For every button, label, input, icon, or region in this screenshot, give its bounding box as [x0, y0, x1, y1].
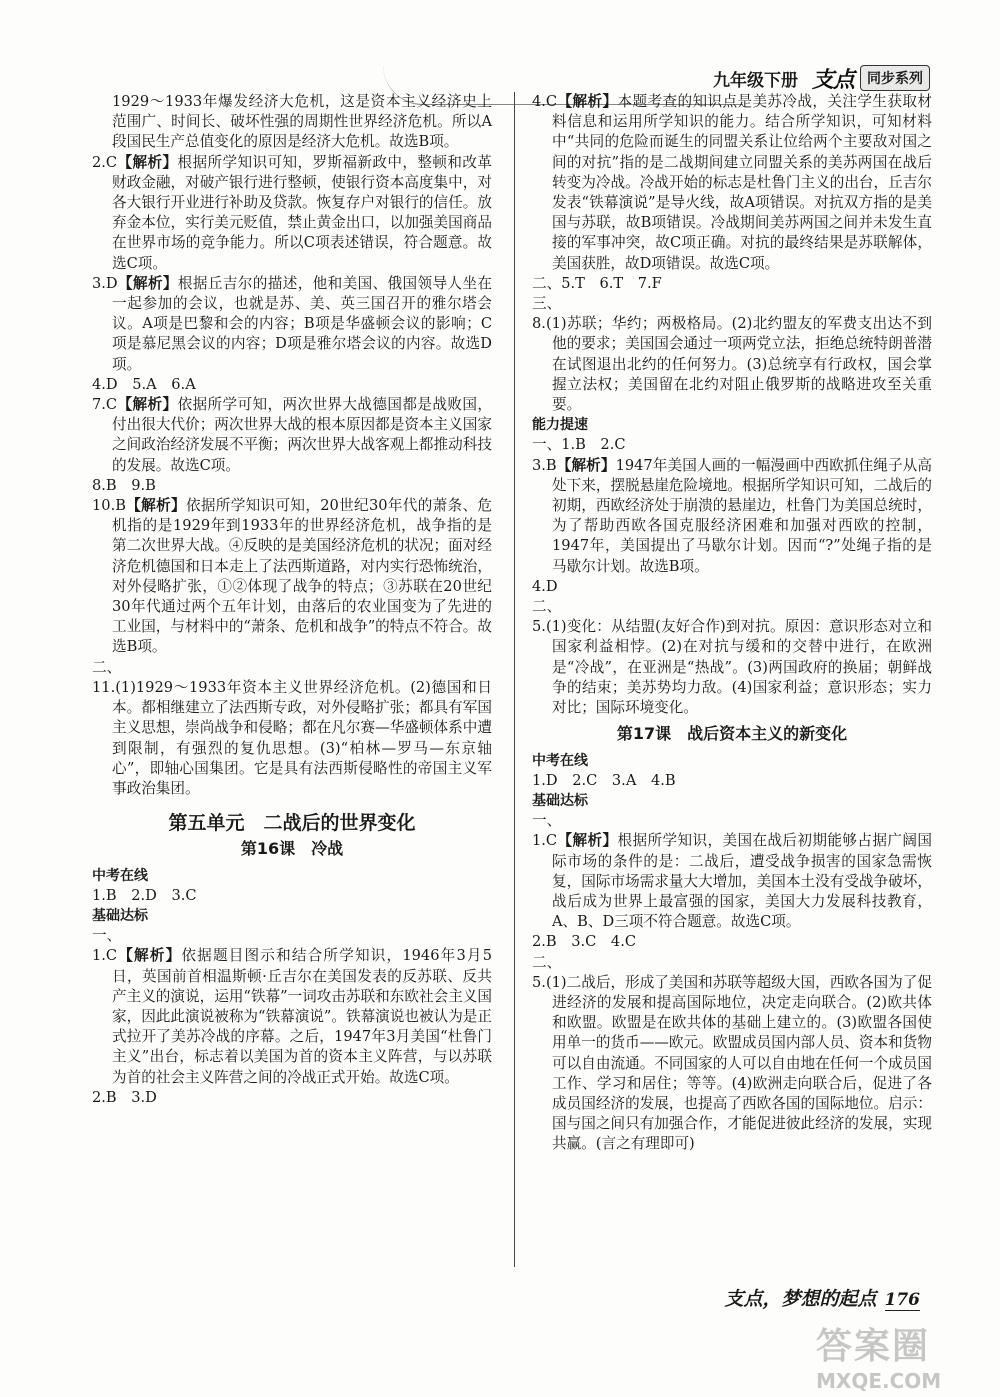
item-text: (1)二战后，形成了美国和苏联等超级大国，西欧各国为了促进经济的发展和提高国际地位，决定走向联合。(2)欧共体和欧盟。欧盟是在欧共体的基础上建立的。(3)欧盟各国使用单一的货币——欧元。欧盟成员国内部人员、资本和货物可以自由流通。不同国家的人可以自由地在任何一个成员国工作、学习和居住；等等。(4)欧洲走向联合后，促进了各成员国经济的发展，也提高了西欧各国的国际地位。启示：国与国之间只有加强合作，才能促进彼此经济的发展，实现共赢。(言之有理即可): [545, 973, 932, 1153]
answer-line: 二、: [532, 598, 562, 616]
item-number: 3.B: [532, 456, 557, 474]
answer-item: [92, 153, 492, 274]
analysis-tag: 【解析】: [556, 456, 616, 474]
answer-continuation: 1929～1933年爆发经济大危机，这是资本主义经济史上范围广、时间长、破坏性强的周期性世界经济危机。所以A段国民生产总值变化的原因是经济大危机。故选B项。: [112, 93, 492, 151]
answer-line: 一、1.B 2.C: [532, 436, 626, 454]
item-text: 根据丘吉尔的描述，他和美国、俄国领导人坐在一起参加的会议，也就是苏、美、英三国召开的雅尔塔会议。A项是巴黎和会的内容；B项是华盛顿会议的影响；C项是慕尼黑会议的内容；D项是雅尔塔会议的内容。故选D项。: [112, 274, 492, 373]
analysis-tag: 【解析】: [117, 274, 178, 292]
brand-logo: 支点: [811, 67, 854, 93]
answer-line: 二、: [532, 953, 562, 971]
page-footer: [724, 1284, 920, 1311]
item-number: 5.: [532, 973, 546, 991]
item-number: 5.: [532, 618, 546, 636]
item-text: (1)1929～1933年资本主义世界经济危机。(2)德国和日本。都相继建立了法西斯专政，对外侵略扩张；都具有军国主义思想，崇尚战争和侵略；都在凡尔赛—华盛顿体系中遭到限制，有强烈的复仇思想。(3)“柏林—罗马—东京轴心”，即轴心国集团。它是具有法西斯侵略性的帝国主义军事政治集团。: [112, 678, 492, 797]
analysis-tag: 【解析】: [125, 497, 186, 515]
watermark-url: MXQE.COM: [816, 1369, 942, 1393]
answer-item: [532, 973, 932, 1155]
answer-item: [92, 496, 492, 658]
item-text: 依据所学知识可知，20世纪30年代的萧条、危机指的是1929年到1933年的世界经济危机，战争指的是第二次世界大战。④反映的是美国经济危机的状况；面对经济危机德国和日本走上了法西斯道路，对内实行恐怖统治，对外侵略扩张，①②体现了战争的特点；③苏联在20世纪30年代通过两个五年计划，由落后的农业国变为了先进的工业国，与材料中的“萧条、危机和战争”的特点不符合。故选B项。: [112, 497, 492, 656]
item-number: 3.D: [92, 274, 118, 292]
item-number: 2.C: [92, 153, 118, 171]
answer-line: 一、: [92, 927, 122, 945]
answer-item: [532, 456, 932, 577]
answer-item: [532, 92, 932, 274]
analysis-tag: 【解析】: [117, 153, 178, 171]
item-text: 根据所学知识可知，罗斯福新政中，整顿和改革财政金融，对破产银行进行整顿，使银行资本高度集中，对各大银行开业进行补助及贷款。恢复存户对银行的信任。放弃金本位，实行美元贬值，禁止黄金出口，以加强美国商品在世界市场的竞争能力。所以C项表述错误，符合题意。故选C项。: [112, 153, 492, 272]
section-heading: 中考在线: [532, 752, 588, 769]
column-divider: [514, 92, 515, 1267]
answer-line: 1.B 2.D 3.C: [92, 886, 197, 904]
footer-slogan: 支点，梦想的起点: [724, 1288, 877, 1310]
item-text: 本题考查的知识点是美苏冷战，关注学生获取材料信息和运用所学知识的能力。结合所学知识，可知材料中“共同的危险而诞生的同盟关系让位给两个主要敌对国之间的对抗”指的是二战期间建立同盟关系的美苏两国在战后转变为冷战。冷战开始的标志是杜鲁门主义的出台，丘吉尔发表“铁幕演说”是导火线，故A项错误。对抗双方指的是美国与苏联，故B项错误。冷战期间美苏两国之间并未发生直接的军事冲突，故C项正确。对抗的最终结果是苏联解体，美国获胜，故D项错误。故选C项。: [552, 93, 932, 272]
answer-line: 8.B 9.B: [92, 476, 156, 494]
left-column: [92, 92, 492, 1108]
watermark-text: 答案圈: [816, 1326, 931, 1367]
answer-line: 4.D 5.A 6.A: [92, 375, 196, 393]
item-number: 4.C: [532, 93, 558, 110]
answer-item: [92, 678, 492, 799]
item-text: 依据所学可知，两次世界大战德国都是战败国，付出很大代价；两次世界大战的根本原因都是资本主义国家之间政治经济发展不平衡；两次世界大战客观上都推动科技的发展。故选C项。: [112, 396, 492, 474]
right-column: [532, 92, 932, 1155]
answer-item: [532, 831, 932, 932]
section-heading: 能力提速: [532, 417, 588, 434]
lesson-title: 第17课 战后资本主义的新变化: [616, 724, 848, 744]
item-number: 7.C: [92, 396, 118, 414]
grade-label: 九年级下册: [712, 70, 798, 91]
item-text: (1)苏联；华约；两极格局。(2)北约盟友的军费支出达不到他的要求；美国国会通过一项两党立法，拒绝总统特朗普潜在试图退出北约的任何努力。(3)总统享有行政权，国会掌握立法权；美国留在北约对阻止俄罗斯的战略进攻至关重要。: [545, 315, 932, 414]
answer-line: 1.D 2.C 3.A 4.B: [532, 771, 676, 789]
lesson-title: 第16课 冷战: [240, 839, 344, 859]
item-number: 11.: [92, 678, 116, 696]
answer-item: [92, 274, 492, 375]
analysis-tag: 【解析】: [117, 396, 178, 414]
unit-title: 第五单元 二战后的世界变化: [168, 812, 416, 835]
item-number: 1.C: [532, 832, 558, 850]
section-heading: 中考在线: [92, 867, 148, 884]
item-text: (1)变化：从结盟(友好合作)到对抗。原因：意识形态对立和国家利益相悖。(2)在对抗与缓和的交替中进行，在欧洲是“冷战”，在亚洲是“热战”。(3)两国政府的换届；朝鲜战争的结束；美苏势均力敌。(4)国家利益；意识形态；实力对比；国际环境变化。: [545, 618, 932, 717]
analysis-tag: 【解析】: [557, 832, 618, 850]
section-heading: 基础达标: [532, 792, 588, 809]
answer-line: 2.B 3.C 4.C: [532, 933, 637, 951]
section-heading: 基础达标: [92, 907, 148, 924]
item-text: 依据题目图示和结合所学知识，1946年3月5日，英国前首相温斯顿·丘吉尔在美国发表的反苏联、反共产主义的演说，运用“铁幕”一词攻击苏联和东欧社会主义国家，因此此演说被称为“铁幕演说”。铁幕演说也被认为是正式拉开了美苏冷战的序幕。之后，1947年3月美国“杜鲁门主义”出台，标志着以美国为首的资本主义阵营，与以苏联为首的社会主义阵营之间的冷战正式开始。故选C项。: [112, 947, 492, 1086]
watermark: [816, 1318, 988, 1393]
item-number: 10.B: [92, 497, 126, 515]
series-badge: 同步系列: [860, 65, 930, 91]
answer-line: 三、: [532, 295, 562, 313]
answer-item: [92, 395, 492, 476]
answer-line: 4.D: [532, 577, 558, 595]
answer-item: [532, 314, 932, 415]
item-number: 8.: [532, 315, 546, 333]
analysis-tag: 【解析】: [557, 93, 618, 110]
answer-item: [92, 946, 492, 1087]
page-number: 176: [884, 1290, 920, 1310]
answer-line: 2.B 3.D: [92, 1088, 157, 1106]
item-number: 1.C: [92, 947, 118, 965]
item-text: 根据所学知识，美国在战后初期能够占据广阔国际市场的条件的是：二战后，遭受战争损害的国家急需恢复，国际市场需求量大大增加，美国本土没有受战争破坏，战后成为世界上最富强的国家，美国大力发展科技教育，A、B、D三项不符合题意。故选C项。: [552, 832, 932, 931]
answer-line: 一、: [532, 812, 562, 830]
item-text: 1947年美国人画的一幅漫画中西欧抓住绳子从高处下来，摆脱悬崖危险境地。根据所学知识可知，二战后的初期，西欧经济处于崩溃的悬崖边，杜鲁门为美国总统时，为了帮助西欧各国克服经济困难和加强对西欧的控制，1947年，美国提出了马歇尔计划。因而“?”处绳子指的是马歇尔计划。故选B项。: [552, 456, 932, 575]
answer-item: [532, 617, 932, 718]
answer-line: 二、5.T 6.T 7.F: [532, 274, 662, 292]
answer-line: 二、: [92, 658, 122, 676]
analysis-tag: 【解析】: [117, 947, 182, 965]
